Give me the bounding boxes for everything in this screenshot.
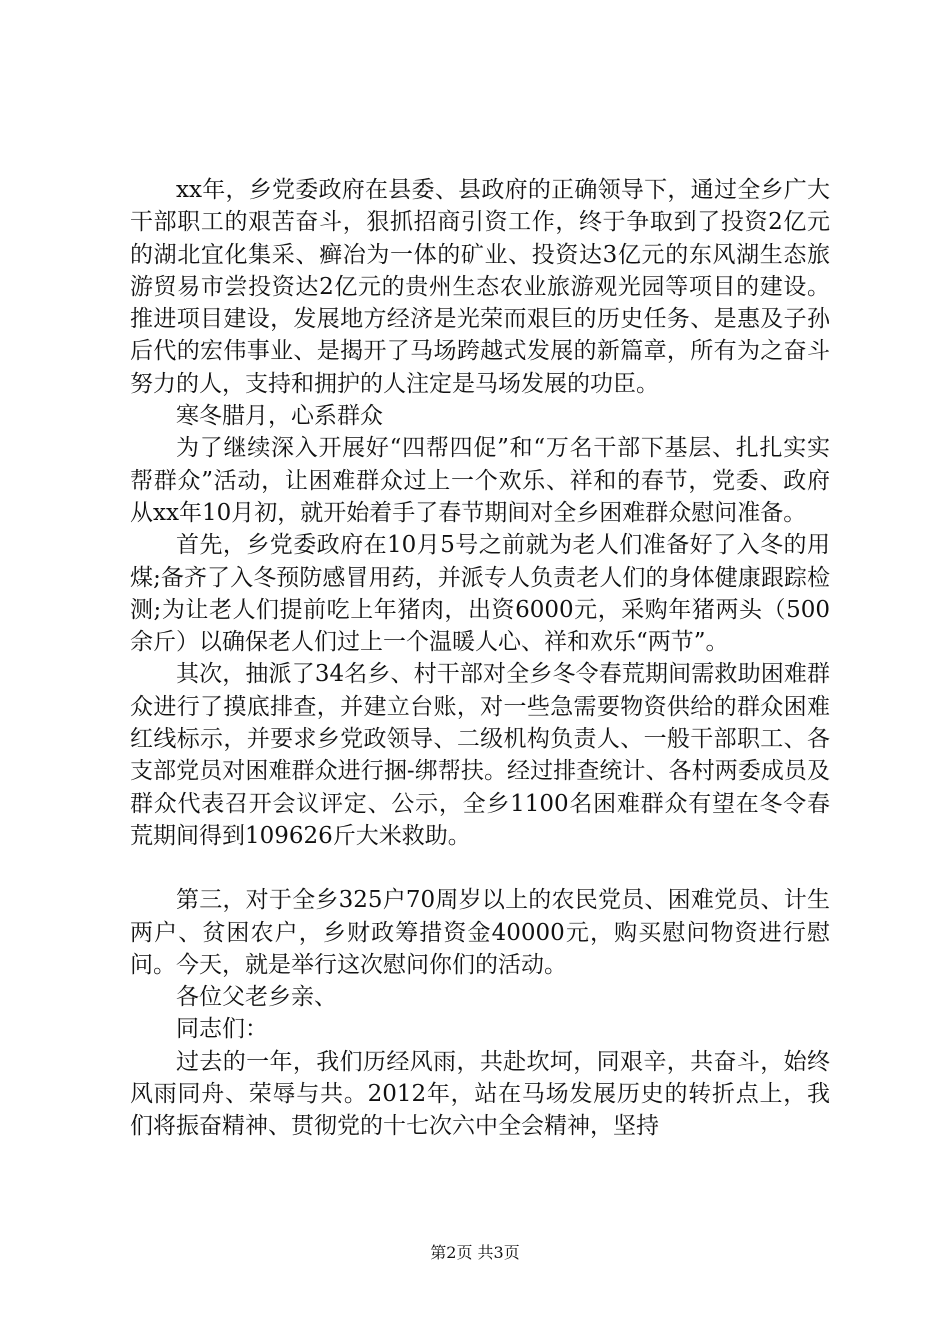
paragraph-second-measure: 其次，抽派了34名乡、村干部对全乡冬令春荒期间需救助困难群众进行了摸底排查，并建立台账，对一些急需要物资供给的群众困难红线标示，并要求乡党政领导、二级机构负责人、一般干部职工、各支部党员对困难群众进行捆-绑帮扶。经过排查统计、各村两委成员及群众代表召开会议评定、公示，全乡1100名困难群众有望在冬令春荒期间得到109626斤大米救助。 <box>130 661 830 849</box>
paragraph-salutation-elders: 各位父老乡亲、 <box>176 984 337 1011</box>
paragraph-investment-projects: xx年，乡党委政府在县委、县政府的正确领导下，通过全乡广大干部职工的艰苦奋斗，狠抓招商引资工作，终于争取到了投资2亿元的湖北宜化集采、癣冶为一体的矿业、投资达3亿元的东风湖生态旅游贸易市尝投资达2亿元的贵州生态农业旅游观光园等项目的建设。推进项目建设，发展地方经济是光荣而艰巨的历史任务、是惠及子孙后代的宏伟事业、是揭开了马场跨越式发展的新篇章，所有为之奋斗努力的人，支持和拥护的人注定是马场发展的功臣。 <box>130 177 830 397</box>
paragraph-campaign-intro: 为了继续深入开展好“四帮四促”和“万名干部下基层、扎扎实实帮群众”活动，让困难群众过上一个欢乐、祥和的春节，党委、政府从xx年10月初，就开始着手了春节期间对全乡困难群众慰问准备。 <box>130 435 830 526</box>
paragraph-past-year: 过去的一年，我们历经风雨，共赴坎坷，同艰辛，共奋斗，始终风雨同舟、荣辱与共。2012年，站在马场发展历史的转折点上，我们将振奋精神、贯彻党的十七次六中全会精神，坚持 <box>130 1048 830 1140</box>
paragraph-third-measure: 第三，对于全乡325户70周岁以上的农民党员、困难党员、计生两户、贫困农户，乡财政筹措资金40000元，购买慰问物资进行慰问。今天，就是举行这次慰问你们的活动。 <box>130 887 830 978</box>
paragraph-salutation-comrades: 同志们： <box>176 1016 268 1043</box>
paragraph-first-measure: 首先，乡党委政府在10月5号之前就为老人们准备好了入冬的用煤;备齐了入冬预防感冒用药，并派专人负责老人们的身体健康跟踪检测;为让老人们提前吃上年猪肉，出资6000元，采购年猪两头（500余斤）以确保老人们过上一个温暖人心、祥和欢乐“两节”。 <box>130 532 830 656</box>
paragraph-section-heading: 寒冬腊月，心系群众 <box>176 403 383 430</box>
page-number-footer: 第2页 共3页 <box>430 1243 520 1262</box>
document-body <box>130 174 830 1143</box>
